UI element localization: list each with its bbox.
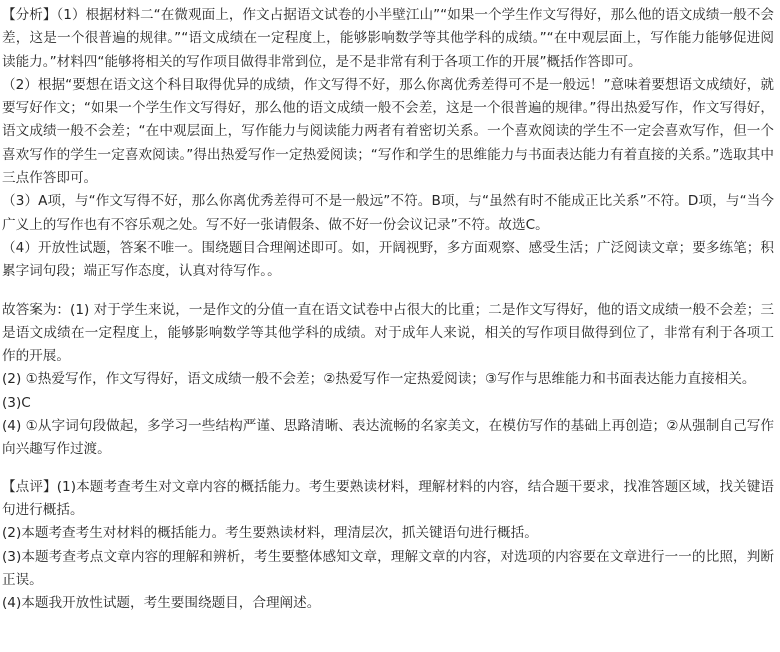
section-gap (2, 284, 774, 299)
answer-4: (4) ①从字词句段做起，多学习一些结构严谨、思路清晰、表达流畅的名家美文，在模仿写作的基础上再创造；②从强制自己写作向兴趣写作过渡。 (2, 418, 774, 458)
answer-section (2, 299, 774, 462)
analysis-paragraph-2: （2）根据“要想在语文这个科目取得优异的成绩，作文写得不好，那么你离优秀差得可不是一般远！”意味着要想语文成绩好，就要写好作文；“如果一个学生作文写得好，那么他的语文成绩一般不会差，这是一个很普遍的规律。”得出热爱写作，作文写得好，语文成绩一般不会差；“在中观层面上，写作能力与阅读能力两者有着密切关系。一个喜欢阅读的学生不一定会喜欢写作，但一个喜欢写作的学生一定喜欢阅读。”得出热爱写作一定热爱阅读；“写作和学生的思维能力与书面表达能力有着直接的关系。”选取其中三点作答即可。 (2, 76, 774, 187)
analysis-section (2, 4, 774, 284)
answer-2: (2) ①热爱写作，作文写得好，语文成绩一般不会差；②热爱写作一定热爱阅读；③写作与思维能力和书面表达能力直接相关。 (2, 371, 756, 388)
analysis-paragraph-1: 【分析】（1）根据材料二“在微观面上，作文占据语文试卷的小半壁江山”“如果一个学生作文写得好，那么他的语文成绩一般不会差，这是一个很普遍的规律。”“语文成绩在一定程度上，能够影响数学等其他学科的成绩。”“在中观层面上，写作能力能够促进阅读能力。”材料四“能够将相关的写作项目做得非常到位，是不是非常有利于各项工作的开展”概括作答即可。 (2, 7, 774, 70)
analysis-paragraph-3: （3）A项，与“作文写得不好，那么你离优秀差得可不是一般远”不符。B项，与“虽然有时不能成正比关系”不符。D项，与“当今广义上的写作也有不容乐观之处。写不好一张请假条、做不好一份会议记录”不符。故选C。 (2, 193, 774, 233)
analysis-paragraph-4: （4）开放性试题，答案不唯一。围绕题目合理阐述即可。如，开阔视野，多方面观察、感受生活；广泛阅读文章；要多练笔；积累字词句段；端正写作态度，认真对待写作。。 (2, 239, 774, 280)
comment-section (2, 476, 774, 616)
comment-2: (2)本题考查考生对材料的概括能力。考生要熟读材料，理清层次，抓关键语句进行概括。 (2, 525, 538, 542)
section-gap (2, 462, 774, 476)
comment-4: (4)本题我开放性试题，考生要围绕题目，合理阐述。 (2, 595, 321, 612)
comment-1: 【点评】(1)本题考查考生对文章内容的概括能力。考生要熟读材料，理解材料的内容，结合题干要求，找准答题区域，找关键语句进行概括。 (2, 478, 774, 518)
answer-3: (3)C (2, 394, 31, 411)
comment-3: (3)本题考查考点文章内容的理解和辨析，考生要整体感知文章，理解文章的内容，对选项的内容要在文章进行一一的比照，判断正误。 (2, 548, 774, 588)
answer-1: 故答案为：(1) 对于学生来说，一是作文的分值一直在语文试卷中占很大的比重；二是作文写得好，他的语文成绩一般不会差；三是语文成绩在一定程度上，能够影响数学等其他学科的成绩。对于成年人来说，相关的写作项目做得到位了，非常有利于各项工作的开展。 (2, 301, 774, 365)
